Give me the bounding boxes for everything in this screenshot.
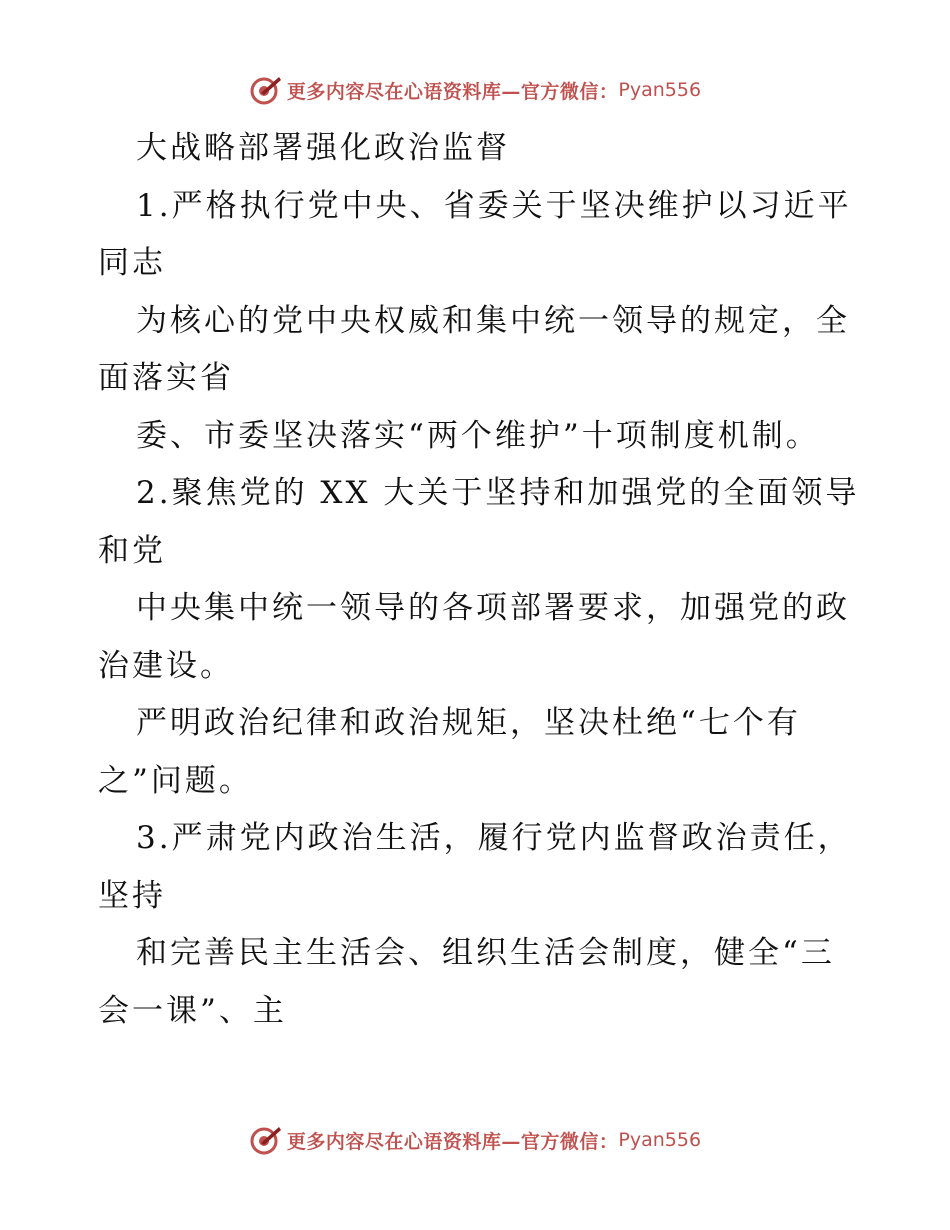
text-line: 委、市委坚决落实“两个维护”十项制度机制。	[136, 417, 820, 454]
text-line: 同志	[98, 245, 166, 281]
footer-banner-text: 更多内容尽在心语资料库—官方微信：	[286, 1130, 619, 1153]
text-line: 为核心的党中央权威和集中统一领导的规定，全	[136, 302, 850, 339]
footer-wechat-id: Pyan556	[618, 1129, 702, 1151]
text-line: 会一课”、主	[98, 992, 287, 1029]
document-body	[98, 120, 868, 1040]
pen-logo-icon	[249, 1123, 283, 1157]
text-line: 3.严肃党内政治生活，履行党内监督政治责任，	[136, 820, 852, 856]
footer-banner	[0, 1120, 950, 1160]
text-line: 治建设。	[98, 647, 234, 684]
text-line: 和完善民主生活会、组织生活会制度，健全“三	[136, 935, 835, 971]
text-line: 1.严格执行党中央、省委关于坚决维护以习近平	[136, 187, 852, 224]
text-line: 之”问题。	[98, 762, 253, 799]
header-banner	[0, 70, 950, 110]
text-line: 大战略部署强化政治监督	[136, 130, 510, 166]
header-banner-text: 更多内容尽在心语资料库—官方微信：	[286, 80, 619, 103]
pen-logo-icon	[249, 73, 283, 107]
text-line: 和党	[98, 532, 166, 569]
text-line: 面落实省	[98, 360, 234, 396]
header-wechat-id: Pyan556	[618, 79, 702, 101]
text-line: 严明政治纪律和政治规矩，坚决杜绝“七个有	[136, 705, 801, 741]
text-line: 2.聚焦党的 XX 大关于坚持和加强党的全面领导	[136, 475, 860, 511]
text-line: 坚持	[98, 877, 166, 914]
text-line: 中央集中统一领导的各项部署要求，加强党的政	[136, 590, 850, 626]
